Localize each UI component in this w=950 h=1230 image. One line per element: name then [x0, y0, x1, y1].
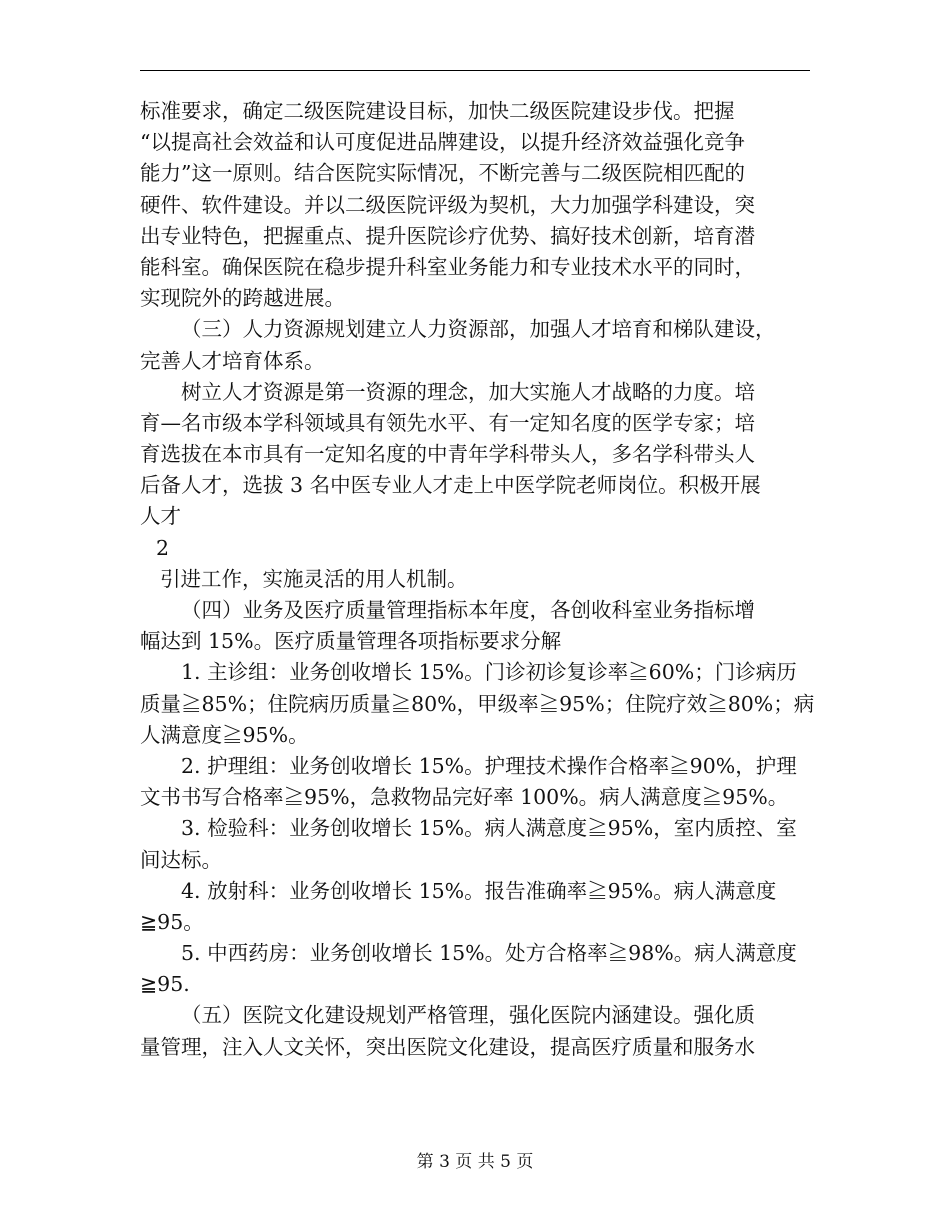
header-rule	[140, 70, 810, 71]
body-line: ≧95。	[140, 909, 204, 934]
body-line: 能科室。确保医院在稳步提升科室业务能力和专业技术水平的同时，	[140, 254, 755, 279]
body-line: 引进工作，实施灵活的用人机制。	[160, 566, 468, 591]
body-line: 人满意度≧95%。	[140, 722, 309, 747]
body-line: 育—名市级本学科领域具有领先水平、有一定知名度的医学专家；培	[140, 410, 755, 435]
body-line: 人才	[140, 504, 181, 529]
list-item: 2. 护理组：业务创收增长 15%。护理技术操作合格率≧90%，护理	[181, 753, 797, 778]
list-item: 4. 放射科：业务创收增长 15%。报告准确率≧95%。病人满意度	[181, 878, 777, 903]
body-line: 间达标。	[140, 847, 222, 872]
body-line: 质量≧85%；住院病历质量≧80%，甲级率≧95%；住院疗效≧80%；病	[140, 691, 815, 716]
page-footer: 第 3 页 共 5 页	[416, 1152, 534, 1172]
body-line: 量管理，注入人文关怀，突出医院文化建设，提高医疗质量和服务水	[140, 1034, 755, 1059]
section-heading: （五）医院文化建设规划严格管理，强化医院内涵建设。强化质	[181, 1003, 755, 1028]
body-line: 幅达到 15%。医疗质量管理各项指标要求分解	[140, 629, 562, 654]
body-line: 后备人才，选拔 3 名中医专业人才走上中医学院老师岗位。积极开展	[140, 473, 761, 498]
body-line: 能力”这一原则。结合医院实际情况，不断完善与二级医院相匹配的	[140, 161, 745, 186]
body-line: 完善人才培育体系。	[140, 348, 325, 373]
paragraph-start: 树立人才资源是第一资源的理念，加大实施人才战略的力度。培	[181, 379, 755, 404]
document-body	[140, 96, 830, 1063]
list-item: 1. 主诊组：业务创收增长 15%。门诊初诊复诊率≧60%；门诊病历	[181, 660, 797, 685]
body-line: 育选拔在本市具有一定知名度的中青年学科带头人，多名学科带头人	[140, 442, 755, 467]
list-item: 5. 中西药房：业务创收增长 15%。处方合格率≧98%。病人满意度	[181, 941, 797, 966]
body-line: ≧95.	[140, 972, 190, 997]
body-line: “以提高社会效益和认可度促进品牌建设，以提升经济效益强化竞争	[140, 130, 745, 155]
list-item: 3. 检验科：业务创收增长 15%。病人满意度≧95%，室内质控、室	[181, 816, 797, 841]
body-line: 标准要求，确定二级医院建设目标，加快二级医院建设步伐。把握	[140, 99, 735, 123]
body-line: 硬件、软件建设。并以二级医院评级为契机，大力加强学科建设，突	[140, 192, 755, 217]
section-heading: （三）人力资源规划建立人力资源部，加强人才培育和梯队建设，	[181, 317, 776, 342]
body-line: 实现院外的跨越进展。	[140, 286, 345, 311]
body-line: 文书书写合格率≧95%，急救物品完好率 100%。病人满意度≧95%。	[140, 785, 789, 810]
body-line: 出专业特色，把握重点、提升医院诊疗优势、搞好技术创新，培育潜	[140, 223, 755, 248]
inline-page-number: 2	[156, 535, 170, 560]
section-heading: （四）业务及医疗质量管理指标本年度，各创收科室业务指标增	[181, 598, 755, 622]
